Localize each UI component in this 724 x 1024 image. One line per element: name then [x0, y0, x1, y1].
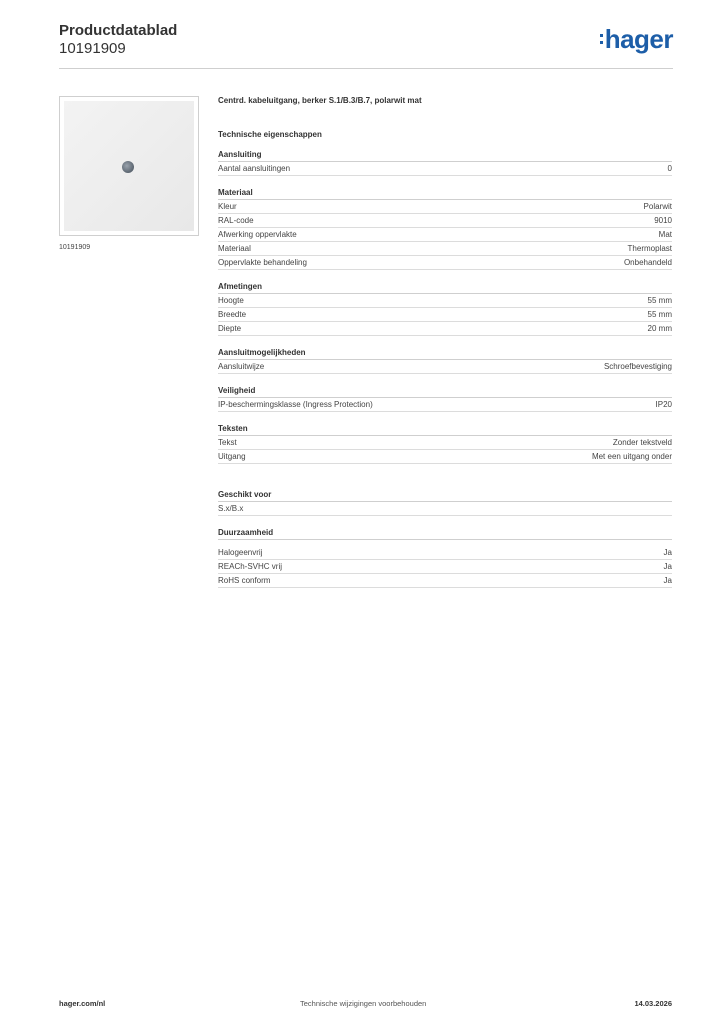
spec-label: IP-beschermingsklasse (Ingress Protection)	[218, 400, 373, 409]
spec-row	[218, 436, 672, 450]
spec-value: 55 mm	[647, 296, 672, 305]
section-title: Materiaal	[218, 188, 672, 200]
spec-value: Mat	[658, 230, 672, 239]
spec-value: Zonder tekstveld	[612, 438, 672, 447]
spec-row	[218, 228, 672, 242]
tech-heading: Technische eigenschappen	[218, 130, 322, 139]
spec-label: Diepte	[218, 324, 242, 333]
spec-label: Tekst	[218, 438, 237, 447]
section-title: Veiligheid	[218, 386, 672, 398]
footer-website: hager.com/nl	[59, 999, 106, 1008]
section-title: Teksten	[218, 424, 672, 436]
section-title: Afmetingen	[218, 282, 672, 294]
spec-label: S.x/B.x	[218, 504, 244, 513]
hager-logo	[600, 26, 673, 52]
spec-row	[218, 398, 672, 412]
spec-row	[218, 256, 672, 270]
spec-value: Met een uitgang onder	[591, 452, 672, 461]
document-title: Productdatablad	[59, 22, 178, 39]
spec-value: Ja	[663, 562, 672, 571]
spec-label: Aantal aansluitingen	[218, 164, 291, 173]
spec-label: Halogeenvrij	[218, 548, 263, 557]
cover-plate	[64, 101, 194, 231]
header-divider	[59, 68, 673, 69]
product-image	[59, 96, 199, 236]
spec-value: Ja	[663, 548, 672, 557]
section-teksten	[218, 424, 672, 464]
spec-value: IP20	[655, 400, 672, 409]
spec-value: 9010	[654, 216, 672, 225]
spec-value: Ja	[663, 576, 672, 585]
footer-disclaimer: Technische wijzigingen voorbehouden	[300, 999, 427, 1008]
spec-label: Aansluitwijze	[218, 362, 265, 371]
spec-value: 0	[667, 164, 672, 173]
spec-row	[218, 560, 672, 574]
section-aansluitmogelijkheden	[218, 348, 672, 374]
section-title: Geschikt voor	[218, 490, 672, 502]
spec-label: REACh-SVHC vrij	[218, 562, 283, 571]
section-title: Duurzaamheid	[218, 528, 672, 540]
spec-label: RoHS conform	[218, 576, 271, 585]
spec-value: 55 mm	[647, 310, 672, 319]
spec-row	[218, 360, 672, 374]
spec-value: Schroefbevestiging	[603, 362, 672, 371]
page-header	[59, 20, 673, 70]
spec-row	[218, 162, 672, 176]
spec-label: Hoogte	[218, 296, 244, 305]
spec-row	[218, 242, 672, 256]
logo-colon-icon	[600, 34, 603, 44]
cable-outlet-hole	[122, 161, 134, 173]
section-afmetingen	[218, 282, 672, 336]
section-title: Aansluitmogelijkheden	[218, 348, 672, 360]
spec-row	[218, 322, 672, 336]
spec-label: Oppervlakte behandeling	[218, 258, 307, 267]
spec-row	[218, 574, 672, 588]
section-veiligheid	[218, 386, 672, 412]
spec-label: Uitgang	[218, 452, 246, 461]
spec-label: Breedte	[218, 310, 247, 319]
spec-row	[218, 214, 672, 228]
spec-row	[218, 308, 672, 322]
section-duurzaamheid	[218, 528, 672, 588]
product-description: Centrd. kabeluitgang, berker S.1/B.3/B.7, polarwit mat	[218, 96, 422, 105]
footer-date: 14.03.2026	[634, 999, 672, 1008]
spec-row	[218, 546, 672, 560]
spec-content	[218, 96, 672, 588]
product-number: 10191909	[59, 40, 126, 57]
spec-row	[218, 502, 672, 516]
spec-row	[218, 200, 672, 214]
spec-label: Afwerking oppervlakte	[218, 230, 297, 239]
image-caption: 10191909	[59, 244, 91, 251]
section-geschikt-voor	[218, 490, 672, 516]
spec-row	[218, 450, 672, 464]
spec-value: Polarwit	[643, 202, 672, 211]
spec-value: Onbehandeld	[623, 258, 672, 267]
spec-row	[218, 294, 672, 308]
section-title: Aansluiting	[218, 150, 672, 162]
spec-value: 20 mm	[647, 324, 672, 333]
section-materiaal	[218, 188, 672, 270]
spec-label: Kleur	[218, 202, 237, 211]
spec-label: Materiaal	[218, 244, 251, 253]
spec-value: Thermoplast	[627, 244, 672, 253]
section-aansluiting	[218, 150, 672, 176]
logo-text: hager	[604, 24, 673, 54]
spec-label: RAL-code	[218, 216, 254, 225]
